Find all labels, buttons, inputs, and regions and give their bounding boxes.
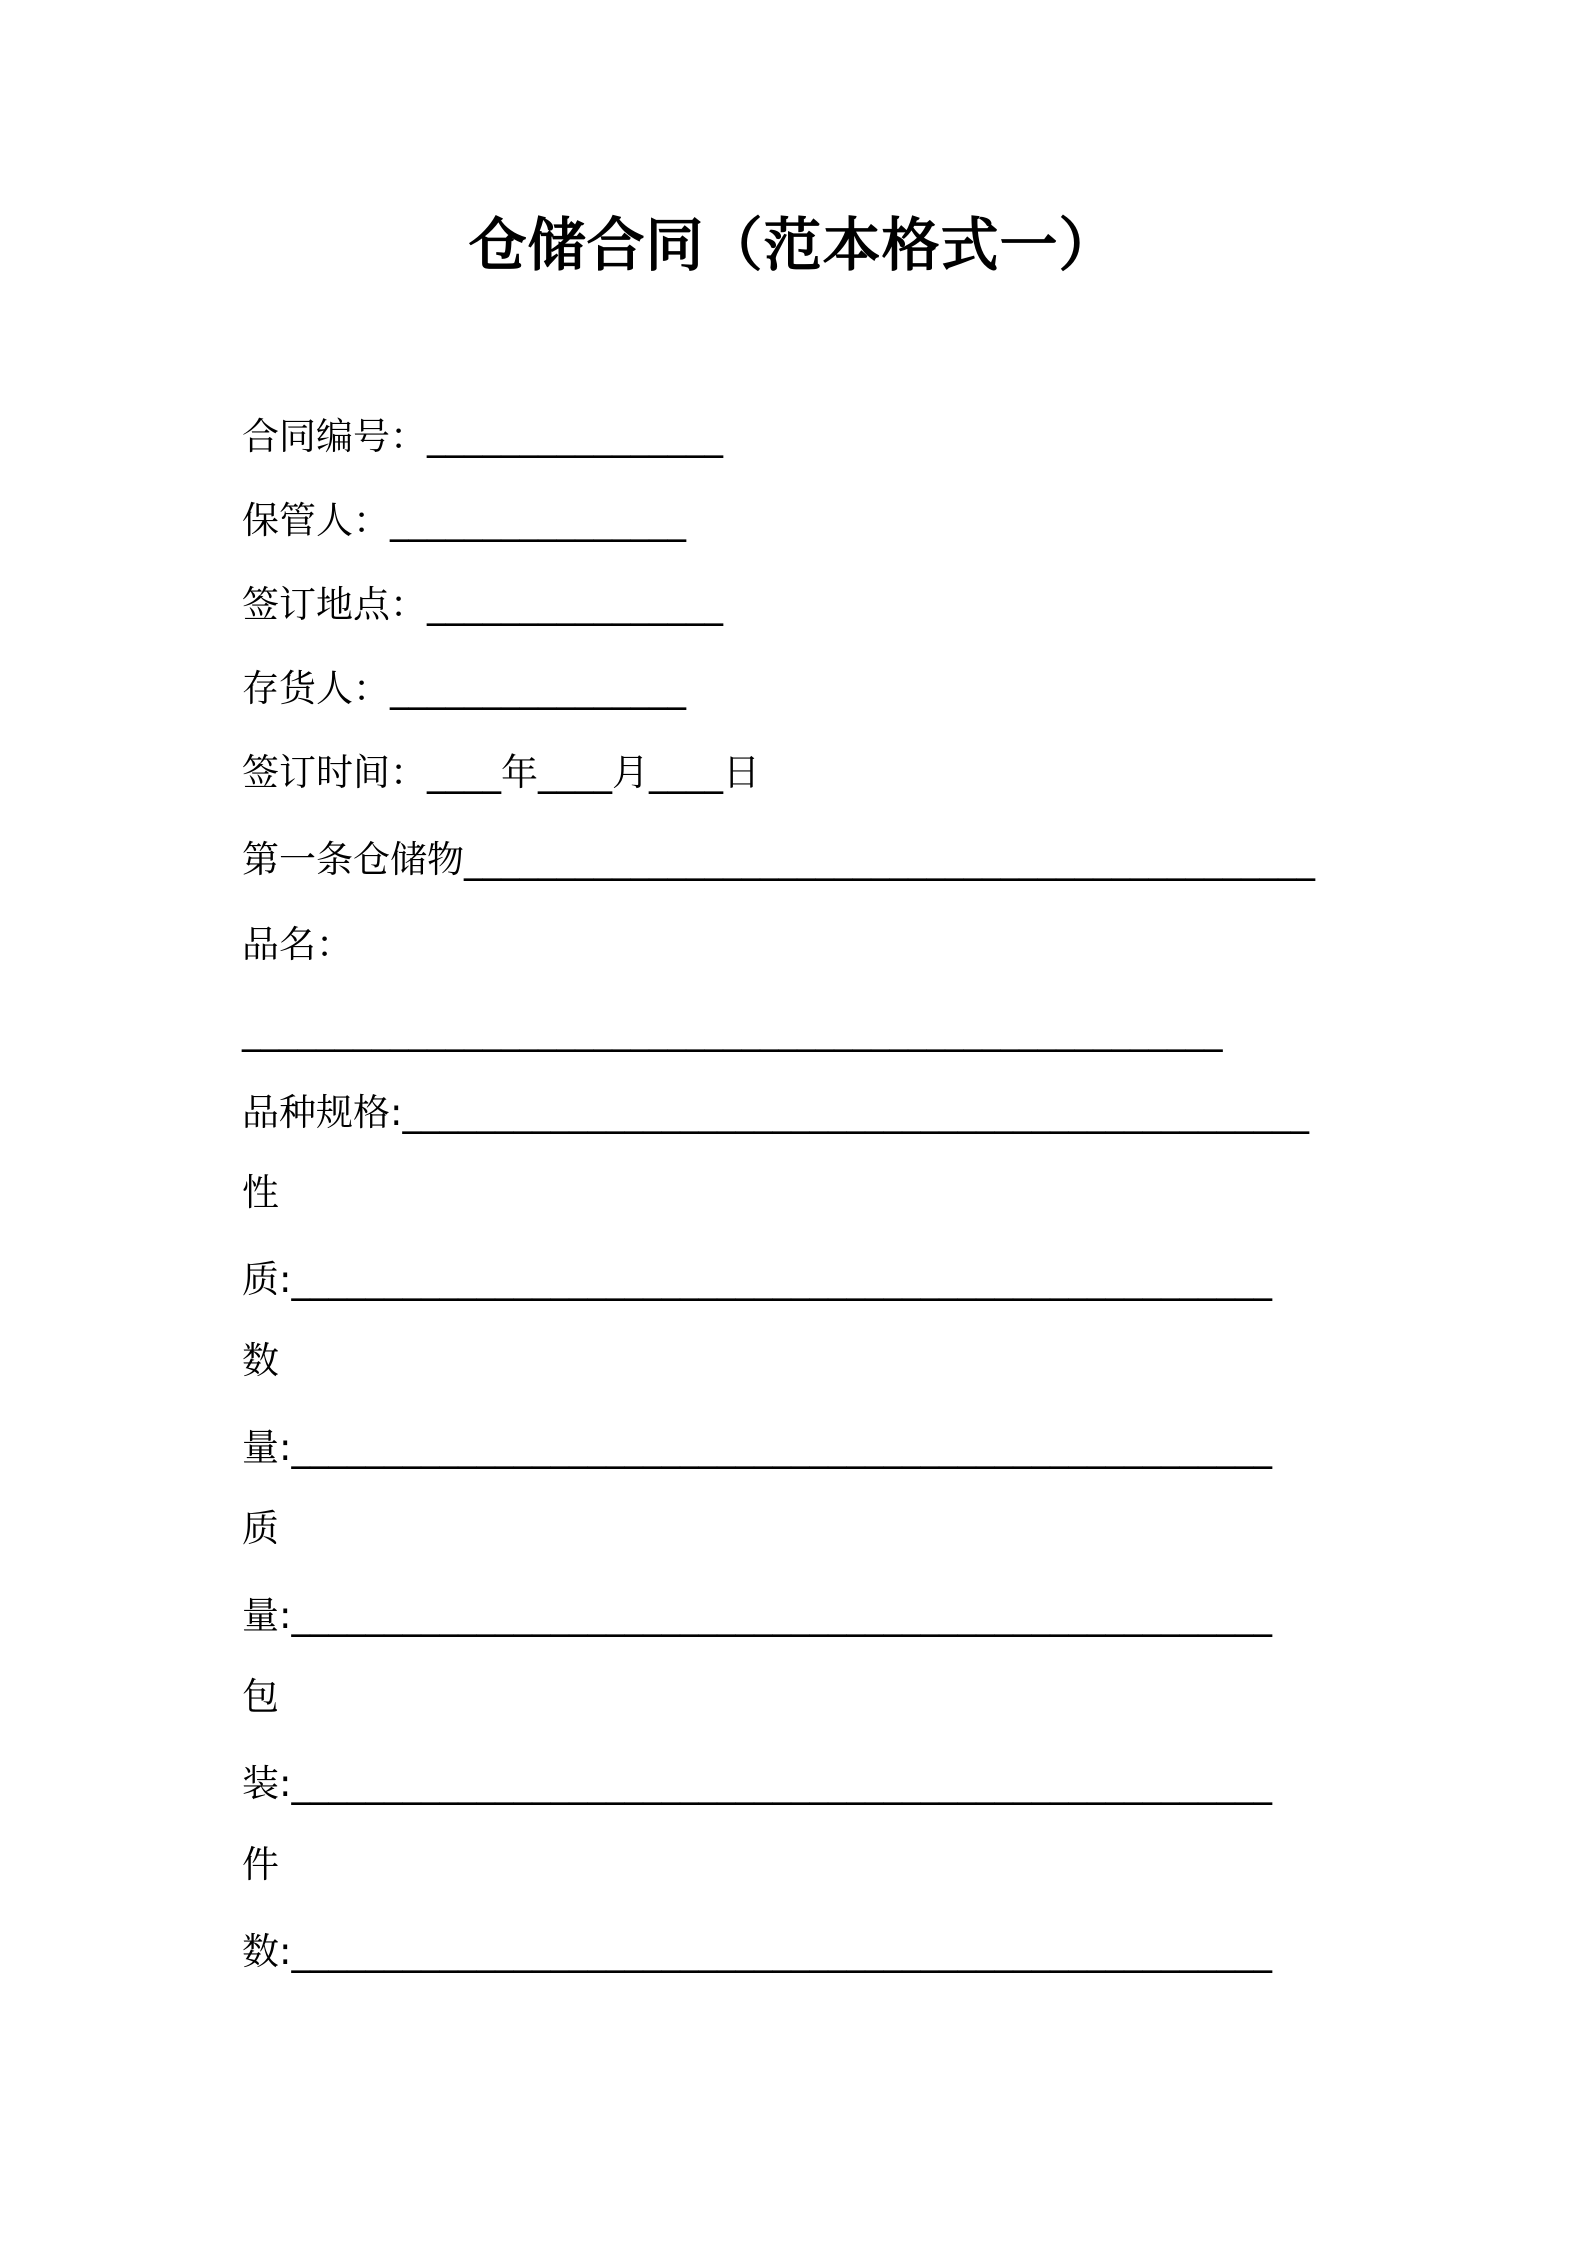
product-name-blank: _____________________________________________________ bbox=[242, 1009, 1223, 1052]
piece-count-line: 数:_____________________________________________________ bbox=[242, 1930, 1272, 1973]
quantity-label-top: 数 bbox=[242, 1339, 279, 1382]
article-one-line: 第一条仓储物______________________________________________ bbox=[242, 838, 1315, 881]
variety-spec-line: 品种规格:_________________________________________________ bbox=[242, 1091, 1309, 1134]
quality-label-top: 质 bbox=[242, 1507, 279, 1550]
signing-place-line: 签订地点：________________ bbox=[242, 583, 723, 626]
contract-number-line: 合同编号：________________ bbox=[242, 415, 723, 458]
depositor-line: 存货人：________________ bbox=[242, 667, 686, 710]
packaging-line: 装:_____________________________________________________ bbox=[242, 1762, 1272, 1805]
quantity-line: 量:_____________________________________________________ bbox=[242, 1426, 1272, 1469]
property-line: 质:_____________________________________________________ bbox=[242, 1258, 1272, 1301]
packaging-label-top: 包 bbox=[242, 1675, 279, 1718]
product-name-label: 品名： bbox=[242, 923, 353, 966]
document-title: 仓储合同（范本格式一） bbox=[468, 211, 1118, 279]
property-label-top: 性 bbox=[242, 1171, 279, 1214]
signing-date-line: 签订时间：____年____月____日 bbox=[242, 751, 760, 794]
custodian-line: 保管人：________________ bbox=[242, 499, 686, 542]
piece-count-label-top: 件 bbox=[242, 1843, 279, 1886]
quality-line: 量:_____________________________________________________ bbox=[242, 1594, 1272, 1637]
